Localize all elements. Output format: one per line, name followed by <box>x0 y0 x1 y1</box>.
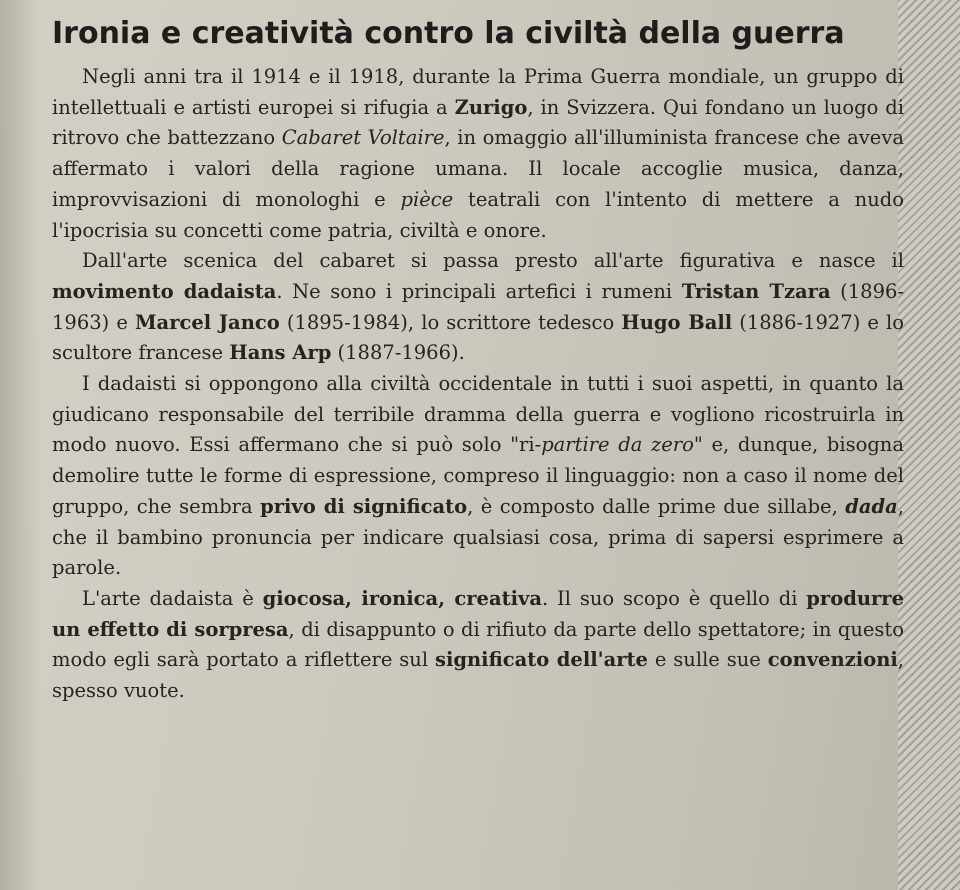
emphasis-run: produrre un effetto di sorpresa <box>52 586 904 641</box>
text-run: , di disappunto o di rifiuto da parte dello spettatore; in questo modo egli sarà portato a riflettere sul <box>52 617 905 672</box>
emphasis-run: Zurigo <box>454 95 528 119</box>
decorative-stripe-band <box>898 0 960 890</box>
text-run: , è composto dalle prime due sillabe, <box>467 494 846 518</box>
text-run: (1895-1984), lo scrittore tedesco <box>279 310 622 334</box>
emphasis-run: giocosa, ironica, creativa <box>262 586 542 610</box>
emphasis-run: pièce <box>400 187 454 211</box>
text-run: L'arte dadaista è <box>82 586 263 610</box>
text-run: Dall'arte scenica del cabaret si passa presto all'arte figurativa e nasce il <box>82 249 904 273</box>
text-run: . Ne sono i principali artefici i rumeni <box>276 279 682 303</box>
emphasis-run: partire da zero <box>541 433 694 457</box>
paragraph-dada-founders <box>52 246 904 369</box>
text-run: . Il suo scopo è quello di <box>541 586 807 610</box>
text-run: (1887-1966). <box>331 341 465 365</box>
article <box>52 12 904 707</box>
emphasis-run: Hugo Ball <box>621 310 733 334</box>
text-run: I dadaisti si oppongono alla civiltà occidentale in tutti i suoi aspetti, in quanto la giudicano responsabile del terribile dramma della guerra e vogliono ricostruirla in modo nuovo. Essi affermano che si può solo "ri- <box>52 372 904 457</box>
text-run: , in Svizzera. Qui fondano un luogo di ritrovo che battezzano <box>52 95 905 150</box>
emphasis-run: Marcel Janco <box>134 310 280 334</box>
emphasis-run: significato dell'arte <box>434 648 648 672</box>
paragraph-dada-art <box>52 584 904 707</box>
text-run: (1896-1963) e <box>52 279 904 334</box>
text-run: (1886-1927) e lo scultore francese <box>52 310 905 365</box>
text-run: e sulle sue <box>647 648 768 672</box>
paragraph-zurich <box>52 62 904 246</box>
emphasis-run: Tristan Tzara <box>681 279 831 303</box>
article-title: Ironia e creatività contro la civiltà della guerra <box>52 16 845 51</box>
text-run: Negli anni tra il 1914 e il 1918, durante la Prima Guerra mondiale, un gruppo di intellettuali e artisti europei si rifugia a <box>52 65 904 119</box>
emphasis-run: movimento dadaista <box>52 279 277 303</box>
page-shadow <box>0 0 40 890</box>
text-run: , che il bambino pronuncia per indicare qualsiasi cosa, prima di sapersi esprimere a parole. <box>52 494 904 580</box>
emphasis-run: dada <box>845 494 898 518</box>
emphasis-run: Cabaret Voltaire <box>281 126 445 150</box>
text-run: " e, dunque, bisogna demolire tutte le forme di espressione, compreso il linguaggio: non a caso il nome del gruppo, che sembra <box>52 433 904 518</box>
emphasis-run: Hans Arp <box>229 341 332 365</box>
emphasis-run: convenzioni <box>767 648 898 672</box>
text-run: teatrali con l'intento di mettere a nudo l'ipocrisia su concetti come patria, civiltà e onore. <box>52 187 905 242</box>
paragraph-dada-philosophy <box>52 369 904 584</box>
emphasis-run: privo di significato <box>260 494 468 518</box>
text-run: , spesso vuote. <box>52 648 904 703</box>
text-run: , in omaggio all'illuminista francese che aveva affermato i valori della ragione umana. Il locale accoglie musica, danza, improvvisazioni di monologhi e <box>52 126 904 211</box>
